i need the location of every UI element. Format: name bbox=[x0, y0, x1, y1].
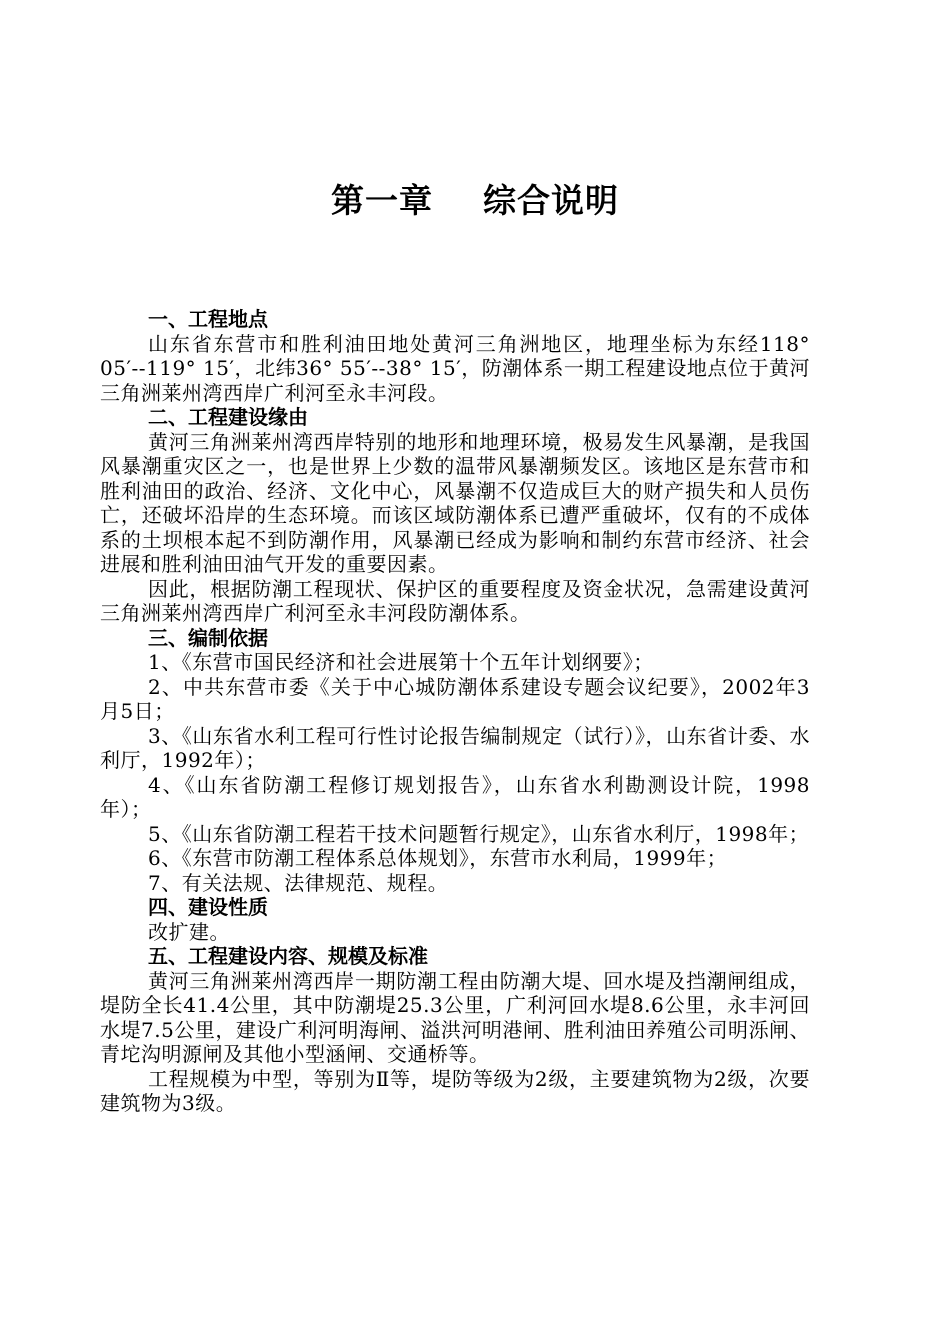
basis-list-item: 4、《山东省防潮工程修订规划报告》，山东省水利勘测设计院，1998年）； bbox=[100, 772, 810, 821]
section-heading-location: 一、工程地点 bbox=[148, 307, 268, 331]
section-heading-basis: 三、编制依据 bbox=[148, 625, 268, 650]
document-body bbox=[100, 307, 810, 1116]
basis-list-item: 1、《东营市国民经济和社会进展第十个五年计划纲要》； bbox=[148, 650, 654, 674]
paragraph: 黄河三角洲莱州湾西岸特别的地形和地理环境，极易发生风暴潮，是我国风暴潮重灾区之一，也是世界上少数的温带风暴潮频发区。该地区是东营市和胜利油田的政治、经济、文化中心，风暴潮不仅造成巨大的财产损失和人员伤亡，还破坏沿岸的生态环境。而该区域防潮体系已遭严重破坏，仅有的不成体系的土坝根本起不到防潮作用，风暴潮已经成为影响和制约东营市经济、社会进展和胜利油田油气开发的重要因素。 bbox=[100, 429, 810, 576]
paragraph: 黄河三角洲莱州湾西岸一期防潮工程由防潮大堤、回水堤及挡潮闸组成，堤防全长41.4公里，其中防潮堤25.3公里，广利河回水堤8.6公里，永丰河回水堤7.5公里，建设广利河明海闸、溢洪河明港闸、胜利油田养殖公司明泺闸、青坨沟明源闸及其他小型涵闸、交通桥等。 bbox=[100, 968, 810, 1066]
section-heading-scope: 五、工程建设内容、规模及标准 bbox=[148, 944, 428, 968]
basis-list-item: 5、《山东省防潮工程若干技术问题暂行规定》，山东省水利厅，1998年； bbox=[148, 821, 810, 846]
basis-list-item: 3、《山东省水利工程可行性讨论报告编制规定（试行）》，山东省计委、水利厅，1992年）； bbox=[100, 723, 810, 772]
chapter-title: 第一章 综合说明 bbox=[331, 181, 619, 220]
paragraph: 因此，根据防潮工程现状、保护区的重要程度及资金状况，急需建设黄河三角洲莱州湾西岸广利河至永丰河段防潮体系。 bbox=[100, 576, 810, 625]
paragraph: 工程规模为中型，等别为Ⅱ等，堤防等级为2级，主要建筑物为2级，次要建筑物为3级。 bbox=[100, 1066, 810, 1115]
basis-list-item: 2、中共东营市委《关于中心城防潮体系建设专题会议纪要》，2002年3月5日； bbox=[100, 674, 810, 723]
basis-list-item: 6、《东营市防潮工程体系总体规划》，东营市水利局，1999年； bbox=[148, 846, 728, 870]
section-heading-nature: 四、建设性质 bbox=[148, 895, 268, 919]
paragraph: 改扩建。 bbox=[148, 919, 230, 944]
basis-list-item: 7、有关法规、法律规范、规程。 bbox=[148, 870, 449, 895]
section-heading-reason: 二、工程建设缘由 bbox=[148, 405, 308, 429]
paragraph: 山东省东营市和胜利油田地处黄河三角洲地区，地理坐标为东经118° 05′--119° 15′，北纬36° 55′--38° 15′，防潮体系一期工程建设地点位于黄河三角洲莱州湾西岸广利河至永丰河段。 bbox=[100, 331, 810, 405]
